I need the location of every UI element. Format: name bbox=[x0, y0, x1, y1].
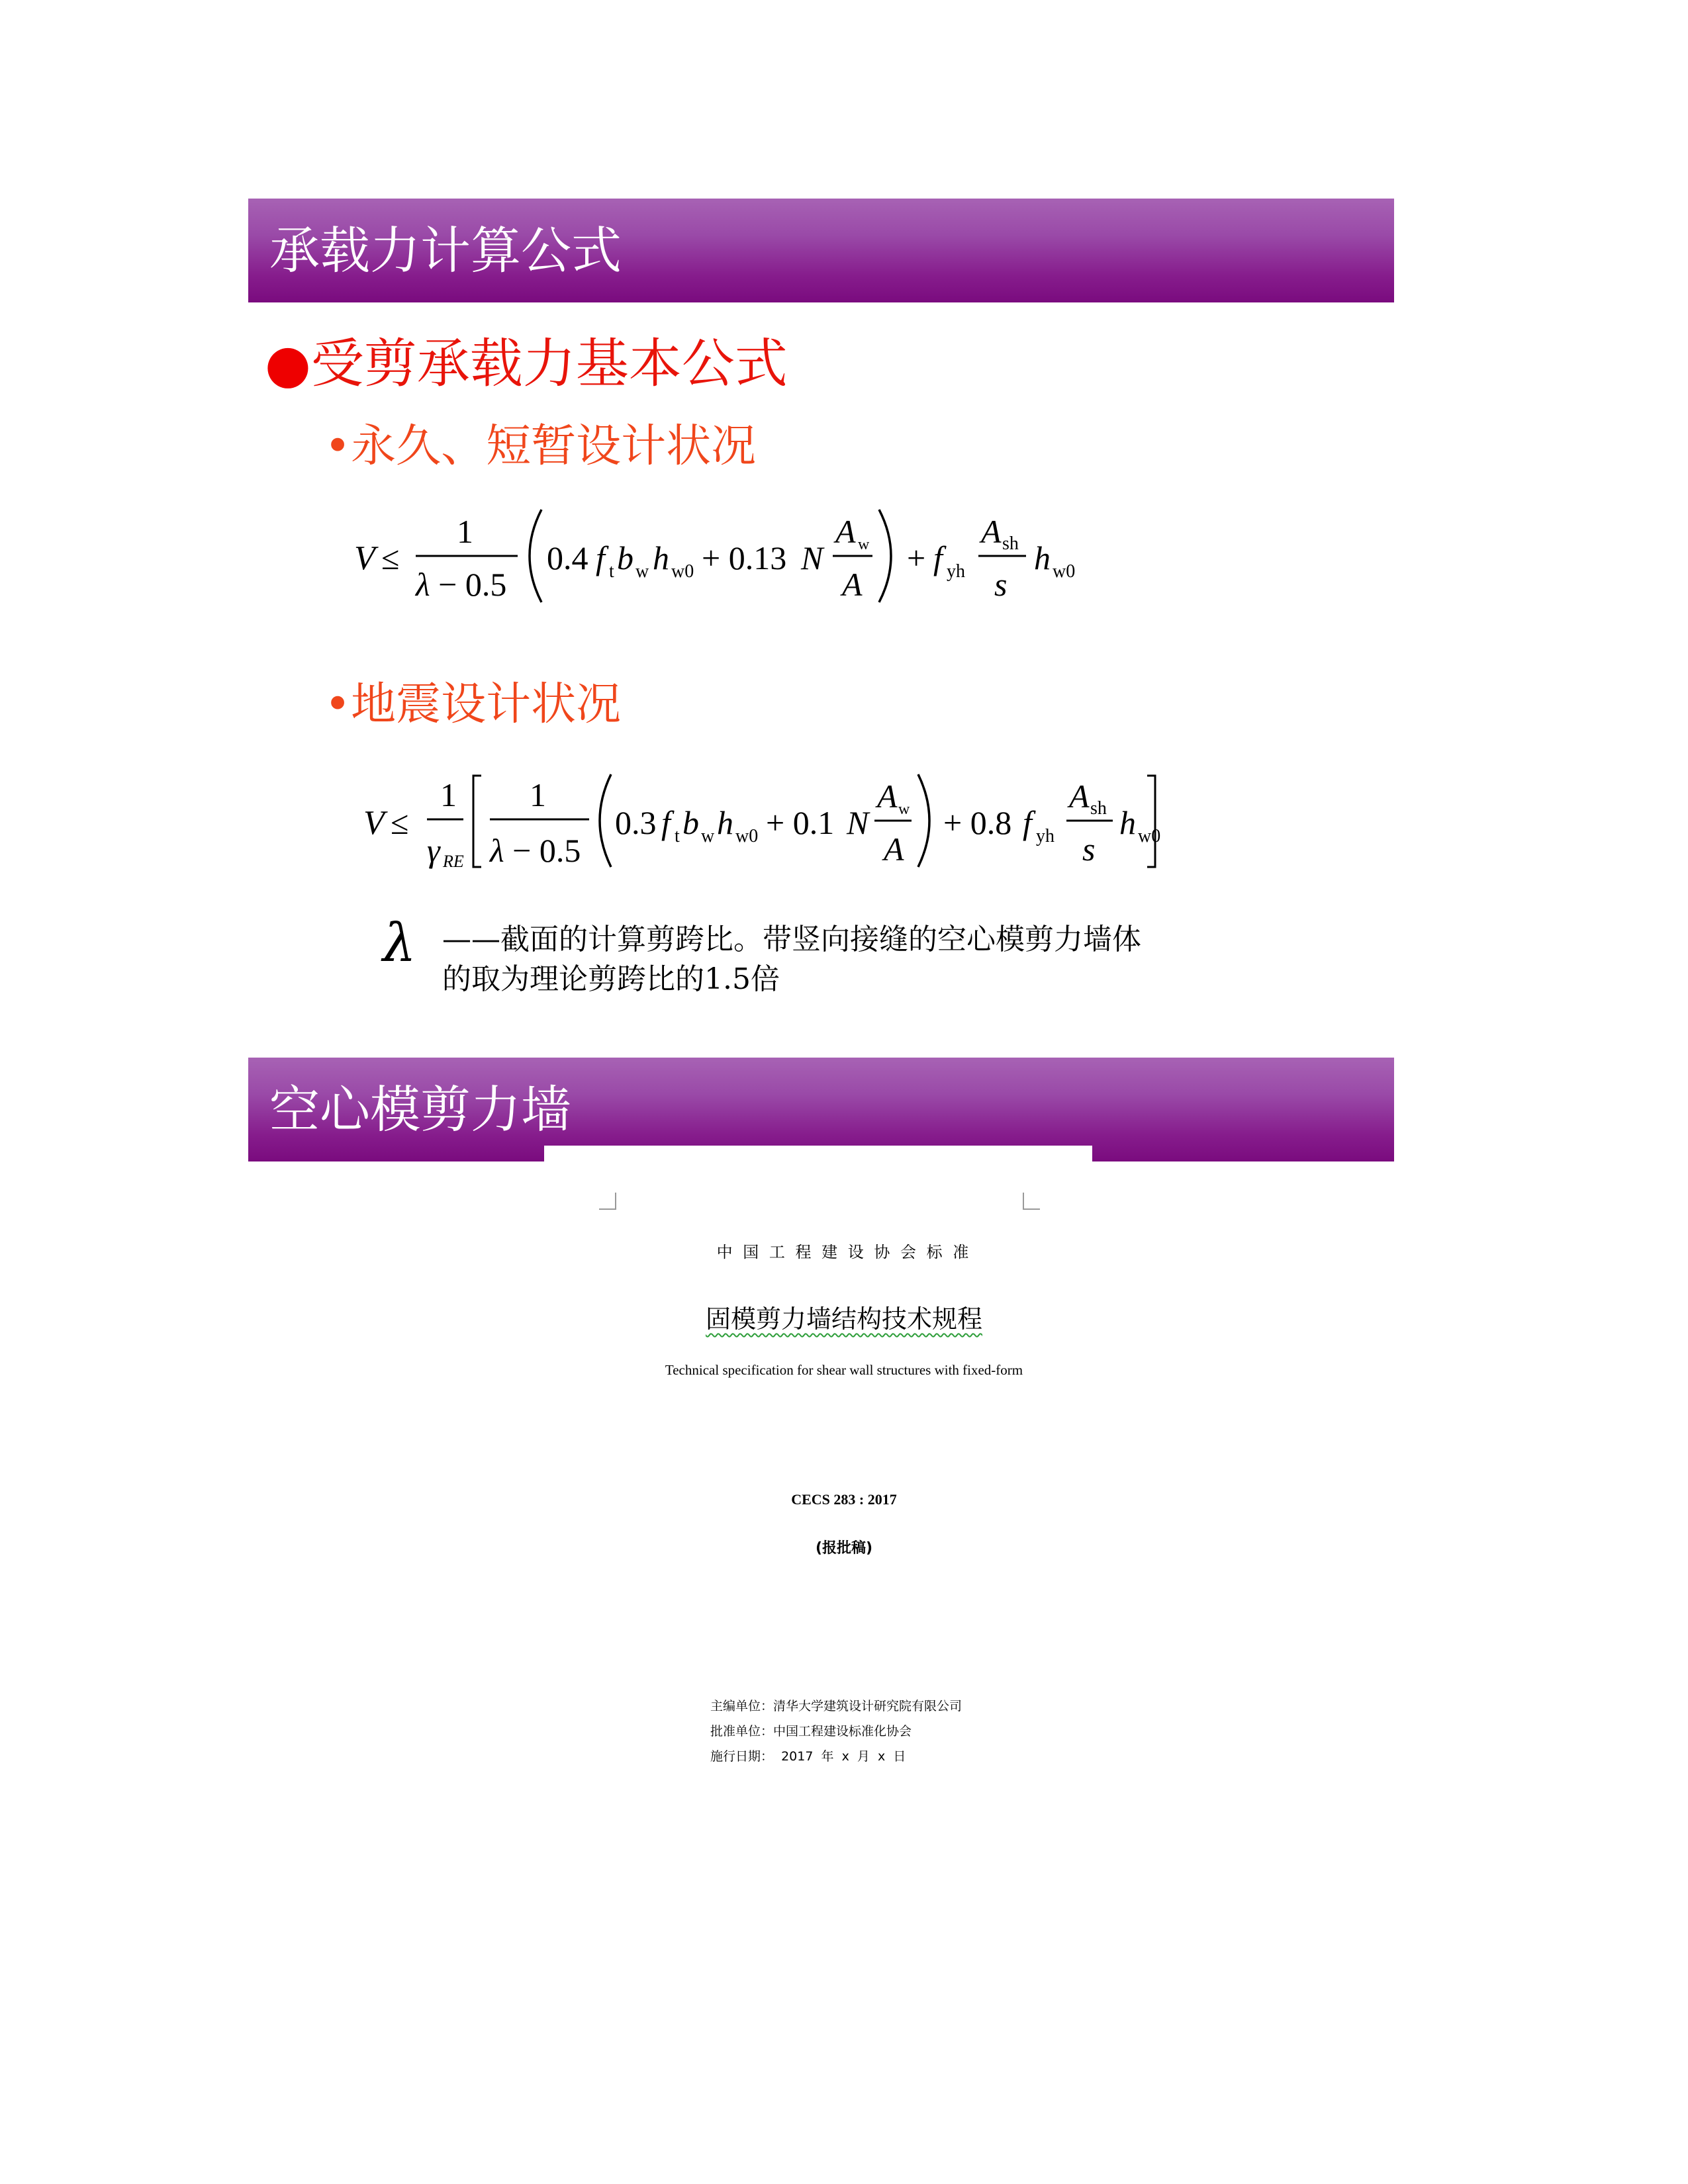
svg-text:w: w bbox=[701, 826, 715, 846]
document-code: CECS 283 : 2017 bbox=[791, 1491, 897, 1508]
svg-text:f: f bbox=[1023, 804, 1032, 841]
svg-text:A: A bbox=[884, 831, 904, 868]
svg-text:≤: ≤ bbox=[391, 804, 409, 841]
svg-text:b: b bbox=[617, 539, 633, 576]
svg-text:+ 0.8: + 0.8 bbox=[943, 804, 1012, 841]
svg-text:+ 0.13: + 0.13 bbox=[702, 539, 787, 576]
svg-text:w0: w0 bbox=[1053, 561, 1076, 582]
svg-text:yh: yh bbox=[947, 561, 965, 582]
document-status: (报批稿) bbox=[815, 1540, 873, 1557]
case-seismic-text: •地震设计状况 bbox=[324, 678, 622, 731]
lambda-note-line1: ——截面的计算剪跨比。带竖向接缝的空心模剪力墙体 bbox=[442, 923, 1141, 956]
document-title-text: 固模剪力墙结构技术规程 bbox=[705, 1304, 982, 1334]
svg-text:w0: w0 bbox=[671, 561, 694, 582]
svg-text:+ 0.1: + 0.1 bbox=[766, 804, 835, 841]
page-corner-mark-left bbox=[599, 1193, 616, 1210]
svg-text:h: h bbox=[1034, 539, 1051, 576]
slide-title-2: 空心模剪力墙 bbox=[269, 1080, 571, 1139]
svg-text:t: t bbox=[609, 561, 614, 582]
svg-text:w0: w0 bbox=[735, 826, 759, 846]
document-subtitle: Technical specification for shear wall structures with fixed-form bbox=[665, 1362, 1023, 1378]
svg-text:s: s bbox=[1082, 831, 1096, 868]
svg-text:RE: RE bbox=[443, 852, 464, 871]
svg-text:h: h bbox=[1119, 804, 1136, 841]
svg-text:N: N bbox=[847, 804, 869, 841]
svg-text:1: 1 bbox=[440, 776, 457, 813]
formula-persistent bbox=[344, 503, 1076, 615]
document-title bbox=[0, 1298, 1688, 1335]
svg-text:0.3: 0.3 bbox=[615, 804, 657, 841]
case-persistent-text: •永久、短暂设计状况 bbox=[324, 420, 757, 473]
document-editor: 主编单位：清华大学建筑设计研究院有限公司 bbox=[710, 1699, 962, 1713]
svg-text:w0: w0 bbox=[1138, 826, 1161, 846]
bullet-dot: ● bbox=[265, 333, 311, 394]
section-heading bbox=[265, 331, 788, 397]
svg-text:f: f bbox=[661, 804, 671, 841]
svg-text:+: + bbox=[907, 539, 926, 576]
svg-text:1: 1 bbox=[457, 513, 473, 550]
svg-text:A: A bbox=[877, 778, 898, 815]
document-overlay-edge bbox=[544, 1146, 1092, 1165]
svg-text:A: A bbox=[1069, 778, 1090, 815]
svg-text:w: w bbox=[858, 536, 870, 553]
svg-text:b: b bbox=[682, 804, 699, 841]
lambda-note bbox=[442, 920, 1141, 999]
svg-text:N: N bbox=[801, 539, 823, 576]
case-seismic-heading bbox=[324, 675, 621, 735]
svg-text:A: A bbox=[842, 566, 863, 603]
svg-text:V: V bbox=[354, 539, 375, 577]
svg-text:1: 1 bbox=[530, 776, 546, 813]
svg-text:yh: yh bbox=[1036, 826, 1055, 846]
slide-title-banner bbox=[248, 199, 1394, 302]
svg-text:h: h bbox=[653, 539, 669, 576]
svg-text:A: A bbox=[981, 513, 1002, 550]
svg-text:≤: ≤ bbox=[381, 539, 400, 576]
document-approver: 批准单位：中国工程建设标准化协会 bbox=[710, 1724, 912, 1739]
document-org: 中 国 工 程 建 设 协 会 标 准 bbox=[716, 1243, 972, 1261]
document-date: 施行日期： 2017 年 x 月 x 日 bbox=[710, 1749, 906, 1764]
svg-text:w: w bbox=[635, 561, 649, 582]
svg-text:s: s bbox=[994, 566, 1008, 603]
svg-text:V: V bbox=[363, 804, 385, 842]
svg-text:λ − 0.5: λ − 0.5 bbox=[490, 832, 581, 869]
svg-text:f: f bbox=[933, 539, 943, 576]
section-heading-text: 受剪承载力基本公式 bbox=[310, 333, 788, 394]
svg-text:sh: sh bbox=[1090, 798, 1107, 819]
lambda-symbol: λ bbox=[383, 912, 416, 974]
svg-text:0.4: 0.4 bbox=[547, 539, 588, 576]
svg-text:f: f bbox=[596, 539, 605, 576]
svg-text:sh: sh bbox=[1002, 533, 1019, 554]
svg-text:A: A bbox=[835, 513, 856, 550]
svg-text:w: w bbox=[898, 801, 910, 818]
formula-seismic bbox=[354, 768, 1162, 880]
page-corner-mark-right bbox=[1023, 1193, 1040, 1210]
lambda-note-line2: 的取为理论剪跨比的1.5倍 bbox=[442, 962, 780, 996]
slide-title: 承载力计算公式 bbox=[269, 221, 622, 280]
svg-text:h: h bbox=[717, 804, 733, 841]
svg-text:t: t bbox=[675, 826, 680, 846]
svg-text:λ − 0.5: λ − 0.5 bbox=[416, 566, 507, 603]
case-persistent-heading bbox=[324, 417, 756, 477]
svg-text:γ: γ bbox=[427, 832, 440, 869]
